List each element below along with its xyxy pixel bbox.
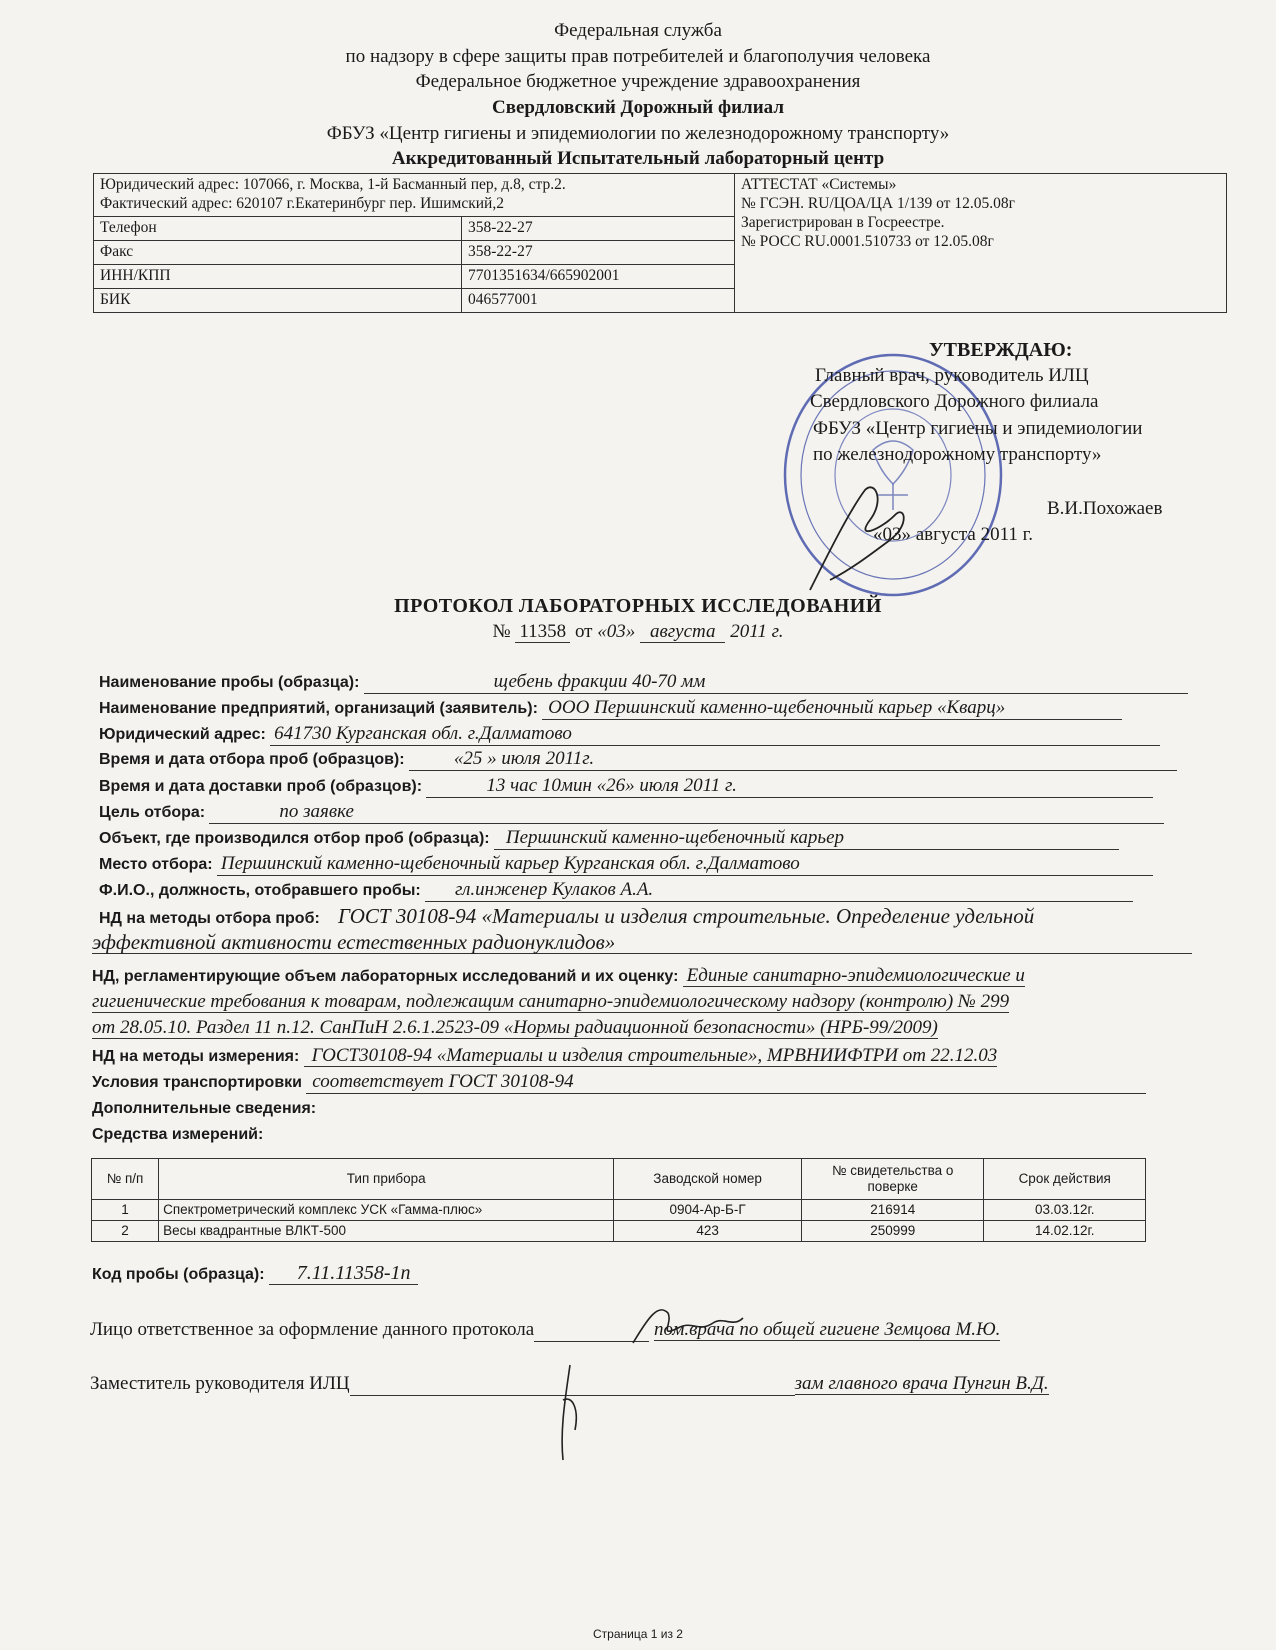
page-number: Страница 1 из 2 <box>593 1627 683 1641</box>
header-line-2: по надзору в сфере защиты прав потребителей и благополучия человека <box>345 46 931 67</box>
responsible-signature <box>628 1298 748 1353</box>
row-value: 358-22-27 <box>462 217 735 241</box>
approve-line: ФБУЗ «Центр гигиены и эпидемиологии <box>813 418 1143 439</box>
approve-name: В.И.Похожаев <box>1047 498 1163 519</box>
actual-address: Фактический адрес: 620107 г.Екатеринбург пер. Ишимский,2 <box>100 195 504 212</box>
field-nd-sampling: НД на методы отбора проб: ГОСТ 30108-94 «Материалы и изделия строительные. Определение удельной <box>99 904 1035 928</box>
field-instruments: Средства измерений: <box>92 1126 264 1143</box>
protocol-year: 2011 г. <box>730 621 784 642</box>
header-line-1: Федеральная служба <box>554 20 722 41</box>
attestat-line: АТТЕСТАТ «Системы» <box>741 176 897 193</box>
field-transport: Условия транспортировки соответствует ГОСТ 30108-94 <box>92 1071 1146 1094</box>
deputy-signature <box>545 1360 595 1470</box>
deputy-signature-line: Заместитель руководителя ИЛЦ зам главного врача Пунгин В.Д. <box>90 1373 1049 1394</box>
table-cell: Спектрометрический комплекс УСК «Гамма-плюс» <box>159 1200 614 1221</box>
approve-line: по железнодорожному транспорту» <box>813 444 1102 465</box>
field-object: Объект, где производился отбор проб (образца): Першинский каменно-щебеночный карьер <box>99 827 1119 850</box>
header-lab: Аккредитованный Испытательный лабораторный центр <box>391 148 885 169</box>
field-sample-name: Наименование пробы (образца): щебень фракции 40-70 мм <box>99 671 1199 694</box>
field-nd-research-2: гигиенические требования к товарам, подлежащим санитарно-эпидемиологическому надзору (контролю) № 299 <box>92 991 1010 1012</box>
field-delivery-time: Время и дата доставки проб (образцов): 13 час 10мин «26» июля 2011 г. <box>99 775 1153 798</box>
approve-date: «03» августа 2011 г. <box>873 524 1034 545</box>
table-cell: 03.03.12г. <box>984 1200 1146 1221</box>
protocol-number-line: № 11358 от «03» августа 2011 г. <box>492 621 784 642</box>
table-cell: 0904-Ар-Б-Г <box>614 1200 802 1221</box>
addresses-cell <box>94 174 735 217</box>
field-extra: Дополнительные сведения: <box>92 1100 317 1117</box>
table-cell: 2 <box>92 1221 159 1242</box>
attestat-cell <box>735 174 1227 313</box>
legal-address: Юридический адрес: 107066, г. Москва, 1-й Басманный пер, д.8, стр.2. <box>100 176 566 193</box>
table-row <box>92 1221 1146 1242</box>
header-center: ФБУЗ «Центр гигиены и эпидемиологии по железнодорожному транспорту» <box>326 123 950 144</box>
column-header: Заводской номер <box>614 1159 802 1200</box>
row-value: 7701351634/665902001 <box>462 265 735 289</box>
instruments-table <box>91 1158 1146 1242</box>
row-label: Телефон <box>94 217 462 241</box>
header-branch: Свердловский Дорожный филиал <box>492 97 784 118</box>
table-row <box>92 1200 1146 1221</box>
attestat-line: № ГСЭН. RU/ЦОА/ЦА 1/139 от 12.05.08г <box>741 195 1015 212</box>
column-header: Срок действия <box>984 1159 1146 1200</box>
field-person: Ф.И.О., должность, отобравшего пробы: гл.инженер Кулаков А.А. <box>99 879 1133 902</box>
approve-heading: УТВЕРЖДАЮ: <box>929 339 1073 361</box>
protocol-title: ПРОТОКОЛ ЛАБОРАТОРНЫХ ИССЛЕДОВАНИЙ <box>394 595 882 617</box>
table-cell: 1 <box>92 1200 159 1221</box>
attestat-line: № РОСС RU.0001.510733 от 12.05.08г <box>741 233 994 250</box>
protocol-number: 11358 <box>515 621 570 643</box>
table-cell: 423 <box>614 1221 802 1242</box>
field-nd-measure: НД на методы измерения: ГОСТ30108-94 «Материалы и изделия строительные», МРВНИИФТРИ от 22.12.03 <box>92 1045 998 1066</box>
row-label: ИНН/КПП <box>94 265 462 289</box>
column-header: № п/п <box>92 1159 159 1200</box>
column-header: № свидетельства о поверке <box>801 1159 983 1200</box>
table-cell: 14.02.12г. <box>984 1221 1146 1242</box>
field-nd-sampling-cont: эффективной активности естественных радионуклидов» <box>92 931 1192 955</box>
table-cell: 250999 <box>801 1221 983 1242</box>
attestat-line: Зарегистрирован в Госреестре. <box>741 214 945 231</box>
table-cell: Весы квадрантные ВЛКТ-500 <box>159 1221 614 1242</box>
row-label: Факс <box>94 241 462 265</box>
row-label: БИК <box>94 289 462 313</box>
sample-code: Код пробы (образца): 7.11.11358-1п <box>92 1262 418 1286</box>
field-legal-address: Юридический адрес: 641730 Курганская обл. г.Далматово <box>99 723 1160 746</box>
table-header-row <box>92 1159 1146 1200</box>
protocol-month: августа <box>640 621 725 643</box>
field-place: Место отбора: Першинский каменно-щебеночный карьер Курганская обл. г.Далматово <box>99 853 1153 876</box>
responsible-signature-line: Лицо ответственное за оформление данного протокола пом.врача по общей гигиене Земцова М.Ю. <box>90 1319 1001 1340</box>
field-nd-research-3: от 28.05.10. Раздел 11 п.12. СанПиН 2.6.1.2523-09 «Нормы радиационной безопасности» (НРБ-99/2009) <box>92 1017 938 1038</box>
field-organization: Наименование предприятий, организаций (заявитель): ООО Першинский каменно-щебеночный карьер «Кварц» <box>99 697 1122 720</box>
header-line-3: Федеральное бюджетное учреждение здравоохранения <box>415 71 861 92</box>
row-value: 046577001 <box>462 289 735 313</box>
approve-line: Свердловского Дорожного филиала <box>810 391 1099 412</box>
approve-line: Главный врач, руководитель ИЛЦ <box>815 365 1089 386</box>
row-value: 358-22-27 <box>462 241 735 265</box>
column-header: Тип прибора <box>159 1159 614 1200</box>
protocol-day: «03» <box>597 621 636 642</box>
address-table <box>93 173 1227 313</box>
field-nd-research: НД, регламентирующие объем лабораторных исследований и их оценку: Единые санитарно-эпидемиологические и <box>92 965 1025 986</box>
field-sampling-time: Время и дата отбора проб (образцов): «25 » июля 2011г. <box>99 748 1177 771</box>
field-purpose: Цель отбора: по заявке <box>99 801 1164 824</box>
table-cell: 216914 <box>801 1200 983 1221</box>
